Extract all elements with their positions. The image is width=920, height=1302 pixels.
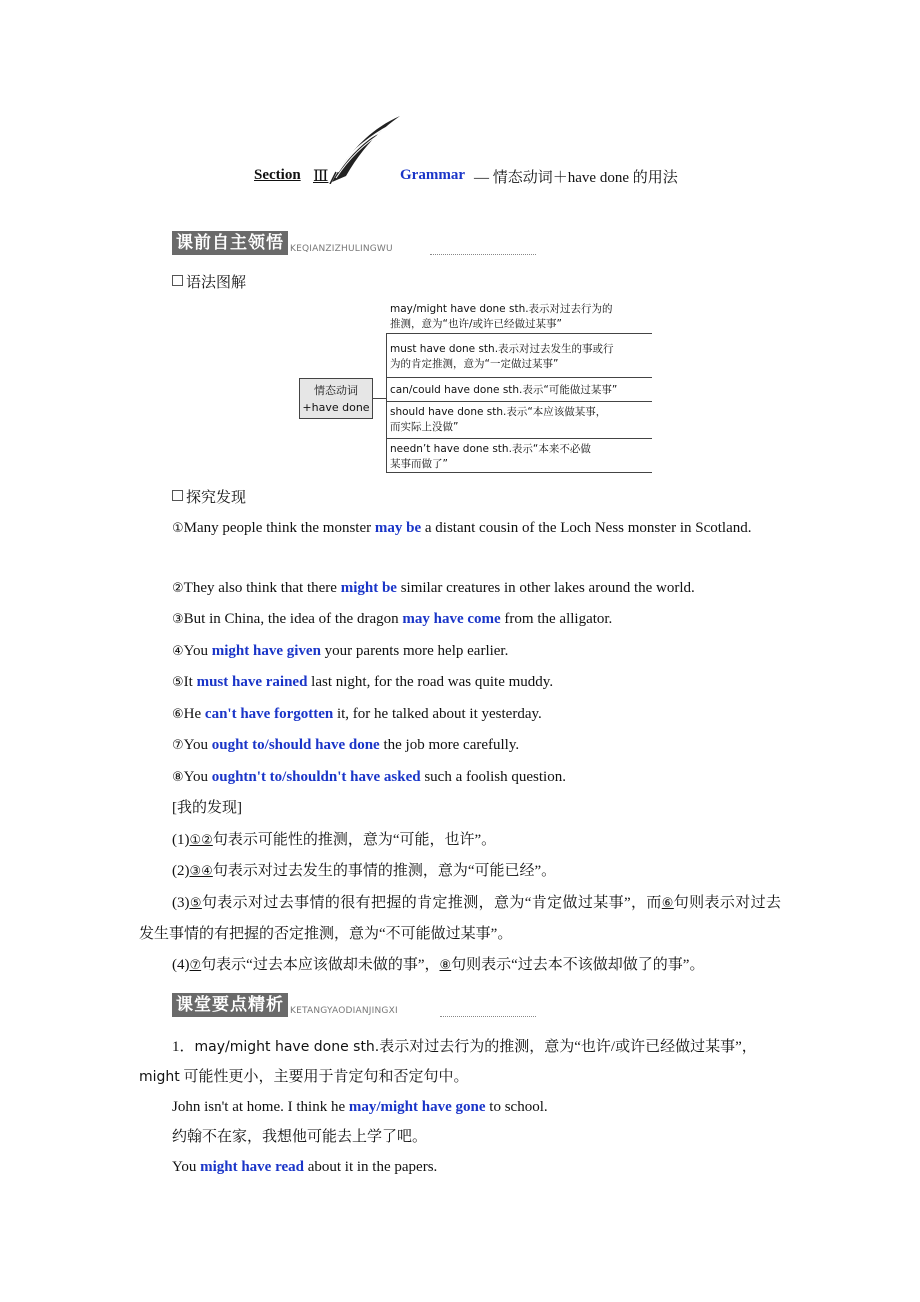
finding-item: (1)①②句表示可能性的推测，意为“可能，也许”。 [172,832,497,848]
example-cn: 约翰不在家，我想他可能去上学了吧。 [172,1129,428,1145]
section-label: Section [254,167,301,183]
diagram-center-line2: +have done [302,401,370,414]
banner-title: 课前自主领悟 [172,231,288,255]
grammar-point: 1．may/might have done sth.表示对过去行为的推测，意为“也许/或许已经做过某事”，might 可能性更小，主要用于肯定句和否定句中。 [139,1039,757,1085]
diagram-item: must have done sth.表示对过去发生的事或行 为的肯定推测，意为“一定做过某事” [390,343,614,370]
diagram-rule [386,377,652,378]
diagram-item: may/might have done sth.表示对过去行为的 推测，意为“也许/或许已经做过某事” [390,303,613,330]
diagram-rule [386,472,652,473]
diagram-center-box [299,378,373,419]
banner-divider [440,1016,536,1017]
diagram-rule [386,333,652,334]
banner-title: 课堂要点精析 [172,993,288,1017]
example-en: You might have read about it in the papers. [172,1159,438,1175]
section-numeral: Ⅲ [313,168,329,185]
checkbox-icon [172,275,183,286]
banner-preview [172,231,393,255]
diagram-item: needn’t have done sth.表示“本来不必做 某事而做了” [390,443,591,470]
example-sentence: ③But in China, the idea of the dragon may have come from the alligator. [172,611,613,627]
diagram-connector [373,398,387,399]
diagram-center-line1: 情态动词 [314,384,358,397]
feather-logo-icon [328,112,404,184]
example-sentence: ⑧You oughtn't to/shouldn't have asked such a foolish question. [172,769,566,785]
banner-subtitle: KEQIANZIZHULINGWU [290,244,393,254]
diagram-item: can/could have done sth.表示“可能做过某事” [390,384,618,396]
findings-heading: [我的发现] [172,800,242,816]
diagram-rule [386,438,652,439]
diagram-item: should have done sth.表示“本应该做某事， 而实际上没做” [390,406,607,433]
finding-item: (4)⑦句表示“过去本应该做却未做的事”，⑧句则表示“过去本不该做却做了的事”。 [172,957,705,973]
explore-heading: 探究发现 [172,486,246,507]
example-en: John isn't at home. I think he may/might have gone to school. [172,1099,548,1115]
grammar-diagram-heading: 语法图解 [172,271,246,292]
banner-subtitle: KETANGYAODIANJINGXI [290,1006,398,1016]
example-sentence: ②They also think that there might be similar creatures in other lakes around the world. [172,580,695,596]
topic-label: Grammar [400,167,465,183]
finding-item: (2)③④句表示对过去发生的事情的推测，意为“可能已经”。 [172,863,557,879]
example-sentence: ④You might have given your parents more help earlier. [172,643,509,659]
example-sentence: ⑦You ought to/should have done the job more carefully. [172,737,520,753]
example-sentence: ⑤It must have rained last night, for the road was quite muddy. [172,674,554,690]
finding-item: (3)⑤句表示对过去事情的很有把握的肯定推测，意为“肯定做过某事”，而⑥句则表示对过去发生事情的有把握的否定推测，意为“不可能做过某事”。 [139,895,781,942]
diagram-rule [386,401,652,402]
example-sentence: ①Many people think the monster may be a distant cousin of the Loch Ness monster in Scotland. [172,520,752,536]
banner-classroom [172,993,398,1017]
example-sentence: ⑥He can't have forgotten it, for he talked about it yesterday. [172,706,542,722]
banner-divider [430,254,536,255]
diagram-bracket [386,333,387,472]
page-title: — 情态动词＋have done 的用法 [474,170,678,186]
checkbox-icon [172,490,183,501]
